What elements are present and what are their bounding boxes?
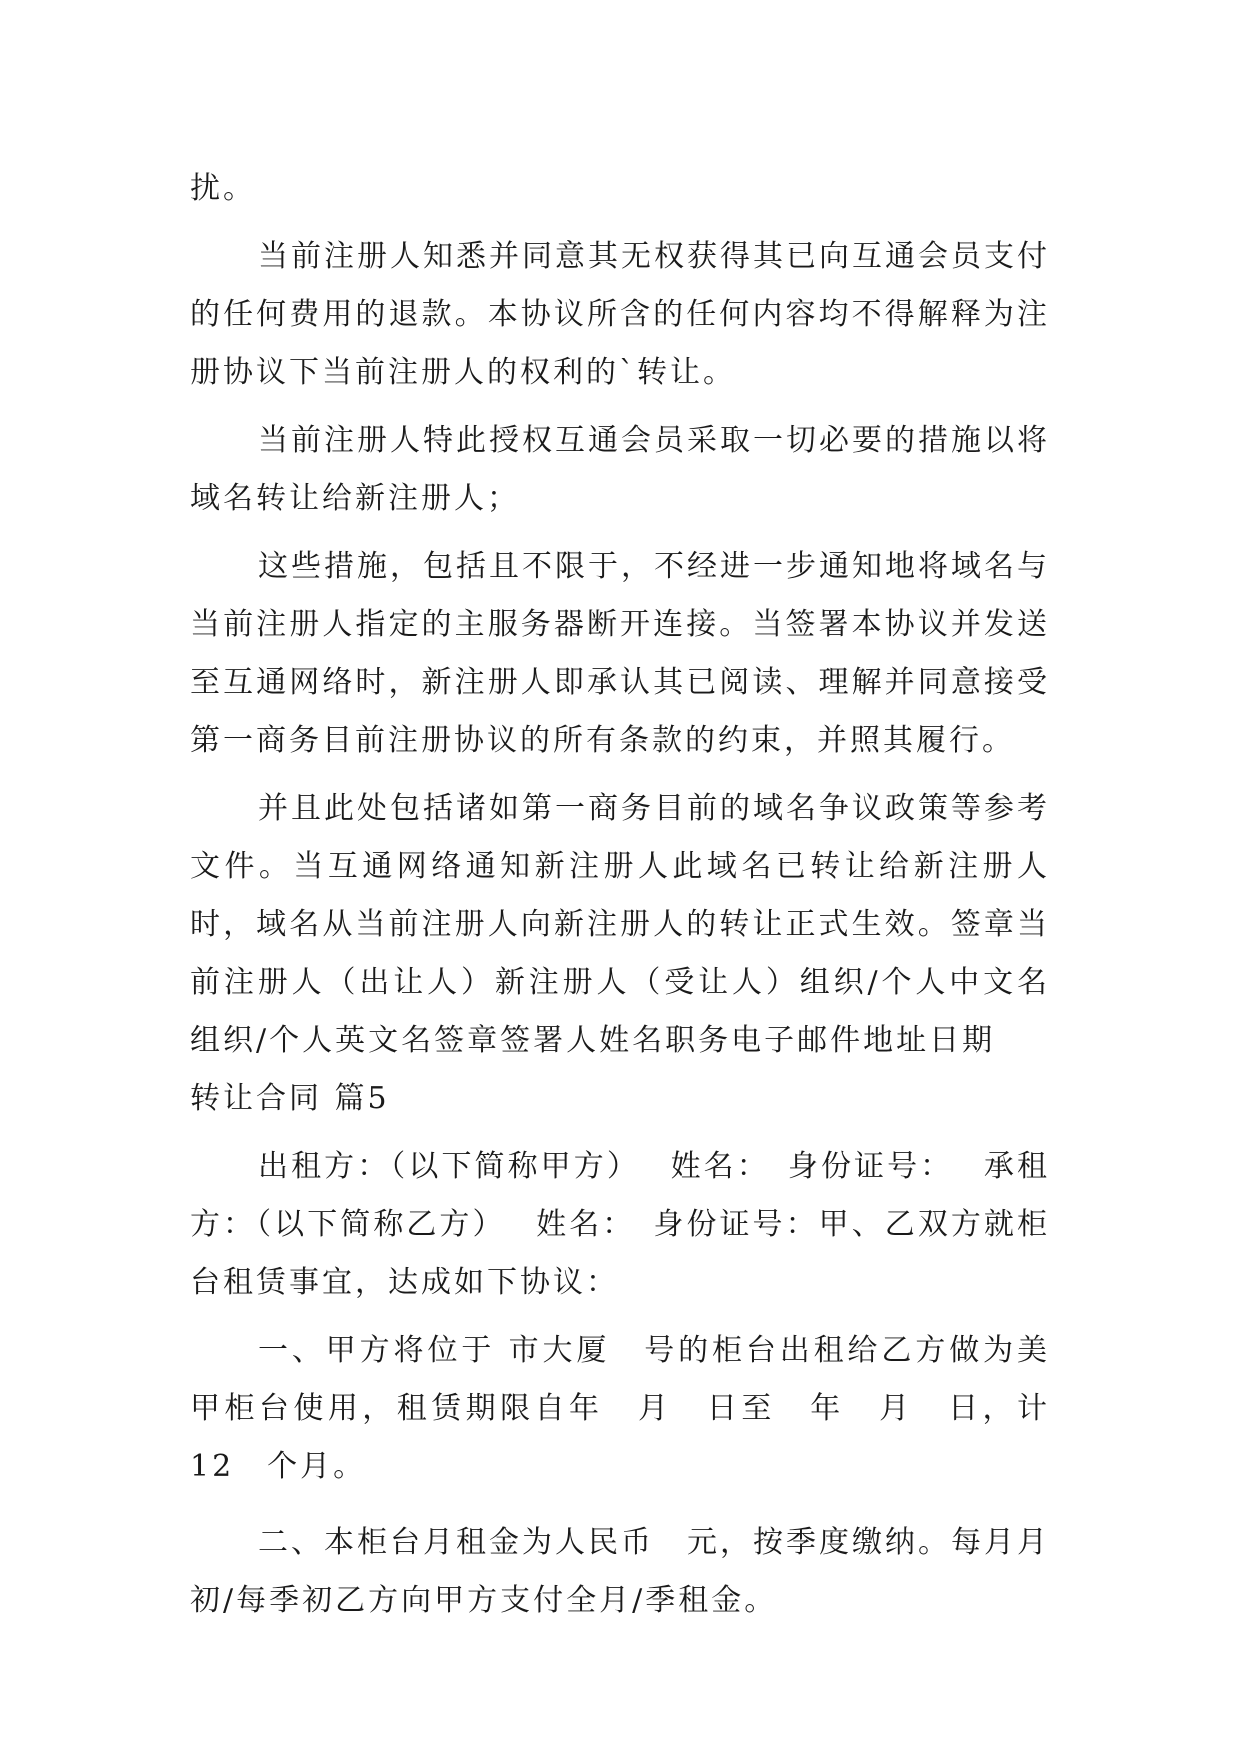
document-body: [190, 160, 1050, 1630]
paragraph-3: 当前注册人特此授权互通会员采取一切必要的措施以将域名转让给新注册人；: [190, 423, 1050, 516]
section-heading: 转让合同 篇5: [190, 1081, 390, 1116]
paragraph-2: 当前注册人知悉并同意其无权获得其已向互通会员支付的任何费用的退款。本协议所含的任何内容均不得解释为注册协议下当前注册人的权利的`转让。: [190, 239, 1050, 390]
paragraph-8: 二、本柜台月租金为人民币 元，按季度缴纳。每月月初/每季初乙方向甲方支付全月/季租金。: [190, 1525, 1050, 1618]
paragraph-4: 这些措施，包括且不限于，不经进一步通知地将域名与当前注册人指定的主服务器断开连接。当签署本协议并发送至互通网络时，新注册人即承认其已阅读、理解并同意接受第一商务目前注册协议的所有条款的约束，并照其履行。: [190, 549, 1050, 758]
paragraph-6: 出租方：（以下简称甲方） 姓名： 身份证号： 承租方：（以下简称乙方） 姓名： 身份证号：甲、乙双方就柜台租赁事宜，达成如下协议：: [190, 1149, 1050, 1300]
paragraph-5: 并且此处包括诸如第一商务目前的域名争议政策等参考文件。当互通网络通知新注册人此域名已转让给新注册人时，域名从当前注册人向新注册人的转让正式生效。签章当前注册人（出让人）新注册人（受让人）组织/个人中文名组织/个人英文名签章签署人姓名职务电子邮件地址日期: [190, 791, 1050, 1058]
paragraph-7: 一、甲方将位于 市大厦 号的柜台出租给乙方做为美甲柜台使用，租赁期限自年 月 日至 年 月 日，计 12 个月。: [190, 1333, 1050, 1484]
paragraph-1: 扰。: [190, 171, 256, 206]
